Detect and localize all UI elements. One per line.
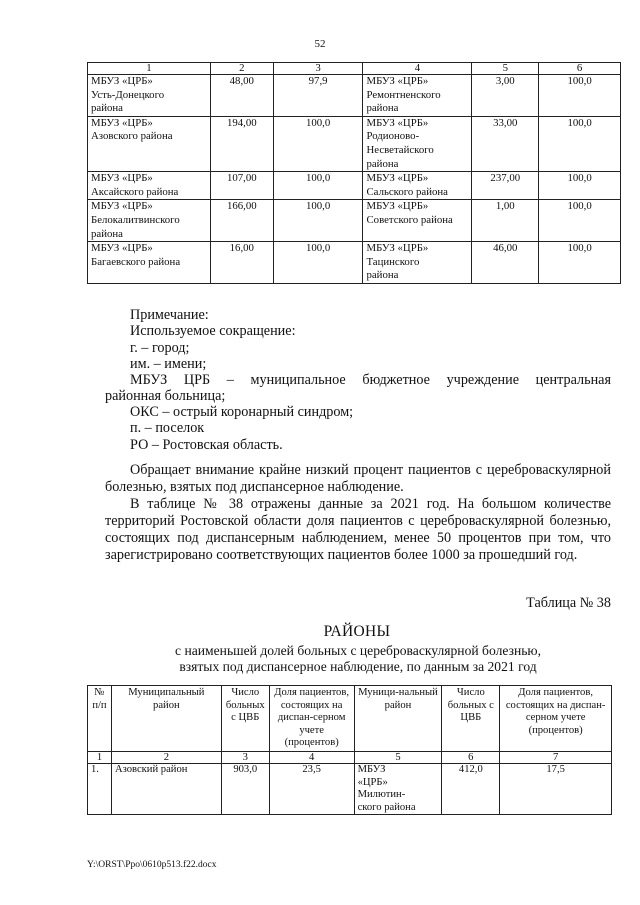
col-number: 2	[210, 63, 273, 75]
table-38	[87, 685, 612, 815]
left-count: 48,00	[210, 75, 273, 117]
col-number: 7	[500, 751, 612, 763]
paragraph-1: Обращает внимание крайне низкий процент пациентов с цереброваскулярной болезнью, взятых под диспансерное наблюдение.	[105, 462, 611, 495]
left-district: МБУЗ «ЦРБ» Азовского района	[88, 116, 211, 171]
right-district: МБУЗ «ЦРБ» Сальского района	[363, 172, 472, 200]
right-percent: 100,0	[539, 172, 621, 200]
right-count: 46,00	[472, 242, 539, 284]
right-district: МБУЗ «ЦРБ» Советского района	[363, 200, 472, 242]
district: Азовский район	[111, 763, 221, 814]
table-subtitle-line2: взятых под диспансерное наблюдение, по данным за 2021 год	[179, 659, 537, 674]
page-number: 52	[314, 38, 326, 50]
table-subtitle-line1: с наименьшей долей больных с цереброваскулярной болезнью,	[175, 643, 541, 658]
left-percent: 100,0	[273, 172, 363, 200]
right-percent: 100,0	[539, 242, 621, 284]
left-percent: 100,0	[273, 200, 363, 242]
column-number-row	[88, 751, 612, 763]
table-row	[88, 116, 621, 171]
patient-count-2: 412,0	[442, 763, 500, 814]
table-row	[88, 200, 621, 242]
note-abbrev-ro: РО – Ростовская область.	[130, 436, 283, 453]
col-number: 1	[88, 63, 211, 75]
right-district: МБУЗ «ЦРБ» Тацинского района	[363, 242, 472, 284]
table-header-row	[88, 686, 612, 752]
note-abbrev-im: им. – имени;	[130, 355, 207, 372]
header-count: Число больных с ЦВБ	[221, 686, 269, 752]
left-percent: 97,9	[273, 75, 363, 117]
left-district: МБУЗ «ЦРБ» Аксайского района	[88, 172, 211, 200]
note-heading: Примечание:	[130, 307, 209, 323]
col-number: 4	[363, 63, 472, 75]
right-count: 237,00	[472, 172, 539, 200]
col-number: 3	[273, 63, 363, 75]
col-number: 6	[539, 63, 621, 75]
left-district: МБУЗ «ЦРБ» Белокалитвинского района	[88, 200, 211, 242]
left-percent: 100,0	[273, 242, 363, 284]
note-abbrev-p: п. – поселок	[130, 420, 205, 437]
right-count: 1,00	[472, 200, 539, 242]
header-share: Доля пациентов, состоящих на диспан-серном учете (процентов)	[269, 686, 354, 752]
left-count: 194,00	[210, 116, 273, 171]
table-row	[88, 75, 621, 117]
col-number: 5	[472, 63, 539, 75]
col-number: 4	[269, 751, 354, 763]
table-row	[88, 242, 621, 284]
patient-count: 903,0	[221, 763, 269, 814]
right-district: МБУЗ «ЦРБ» Родионово- Несветайского района	[363, 116, 472, 171]
note-abbrev-oks: ОКС – острый коронарный синдром;	[130, 404, 354, 420]
col-number: 2	[111, 751, 221, 763]
header-municipal-2: Муници-нальный район	[354, 686, 442, 752]
right-percent: 100,0	[539, 116, 621, 171]
notes-block-2	[130, 404, 353, 453]
notes-block	[130, 307, 296, 372]
left-count: 166,00	[210, 200, 273, 242]
table-title: РАЙОНЫ	[323, 623, 391, 640]
col-number: 5	[354, 751, 442, 763]
continuation-table	[87, 62, 621, 284]
note-abbrev-g: г. – город;	[130, 339, 190, 356]
table-label: Таблица № 38	[526, 595, 611, 611]
note-abbrev-heading: Используемое сокращение:	[130, 323, 296, 340]
header-count-2: Число больных с ЦВБ	[442, 686, 500, 752]
col-number: 6	[442, 751, 500, 763]
right-count: 3,00	[472, 75, 539, 117]
col-number: 1	[88, 751, 112, 763]
column-number-row	[88, 63, 621, 75]
right-district: МБУЗ «ЦРБ» Ремонтненского района	[363, 75, 472, 117]
note-abbrev-mbuz	[105, 372, 611, 405]
table-row	[88, 763, 612, 814]
district-2: МБУЗ «ЦРБ» Милютин- ского района	[354, 763, 442, 814]
note-mbuz-line1: МБУЗ ЦРБ – муниципальное бюджетное учреждение центральная	[130, 372, 611, 388]
left-count: 16,00	[210, 242, 273, 284]
col-number: 3	[221, 751, 269, 763]
header-share-2: Доля пациентов, состоящих на диспан-серном учете (процентов)	[500, 686, 612, 752]
left-district: МБУЗ «ЦРБ» Багаевского района	[88, 242, 211, 284]
header-no: № п/п	[88, 686, 112, 752]
row-number: 1.	[88, 763, 112, 814]
footer-file-path: Y:\ORST\Ppo\0610p513.f22.docx	[87, 860, 217, 870]
paragraph-2: В таблице № 38 отражены данные за 2021 год. На большом количестве территорий Ростовской области доля пациентов с цереброваскулярной болезнью, состоящих под диспансерным наблюдением, менее 50 процентов при том, что зарегистрировано соответствующих пациентов более 1000 за прошедший год.	[105, 496, 611, 563]
note-mbuz-line2: районная больница;	[105, 388, 226, 405]
share-percent-2: 17,5	[500, 763, 612, 814]
right-percent: 100,0	[539, 200, 621, 242]
table-row	[88, 172, 621, 200]
left-percent: 100,0	[273, 116, 363, 171]
left-count: 107,00	[210, 172, 273, 200]
table-subtitle	[105, 643, 611, 675]
share-percent: 23,5	[269, 763, 354, 814]
right-percent: 100,0	[539, 75, 621, 117]
header-municipal: Муниципальный район	[111, 686, 221, 752]
left-district: МБУЗ «ЦРБ» Усть-Донецкого района	[88, 75, 211, 117]
right-count: 33,00	[472, 116, 539, 171]
